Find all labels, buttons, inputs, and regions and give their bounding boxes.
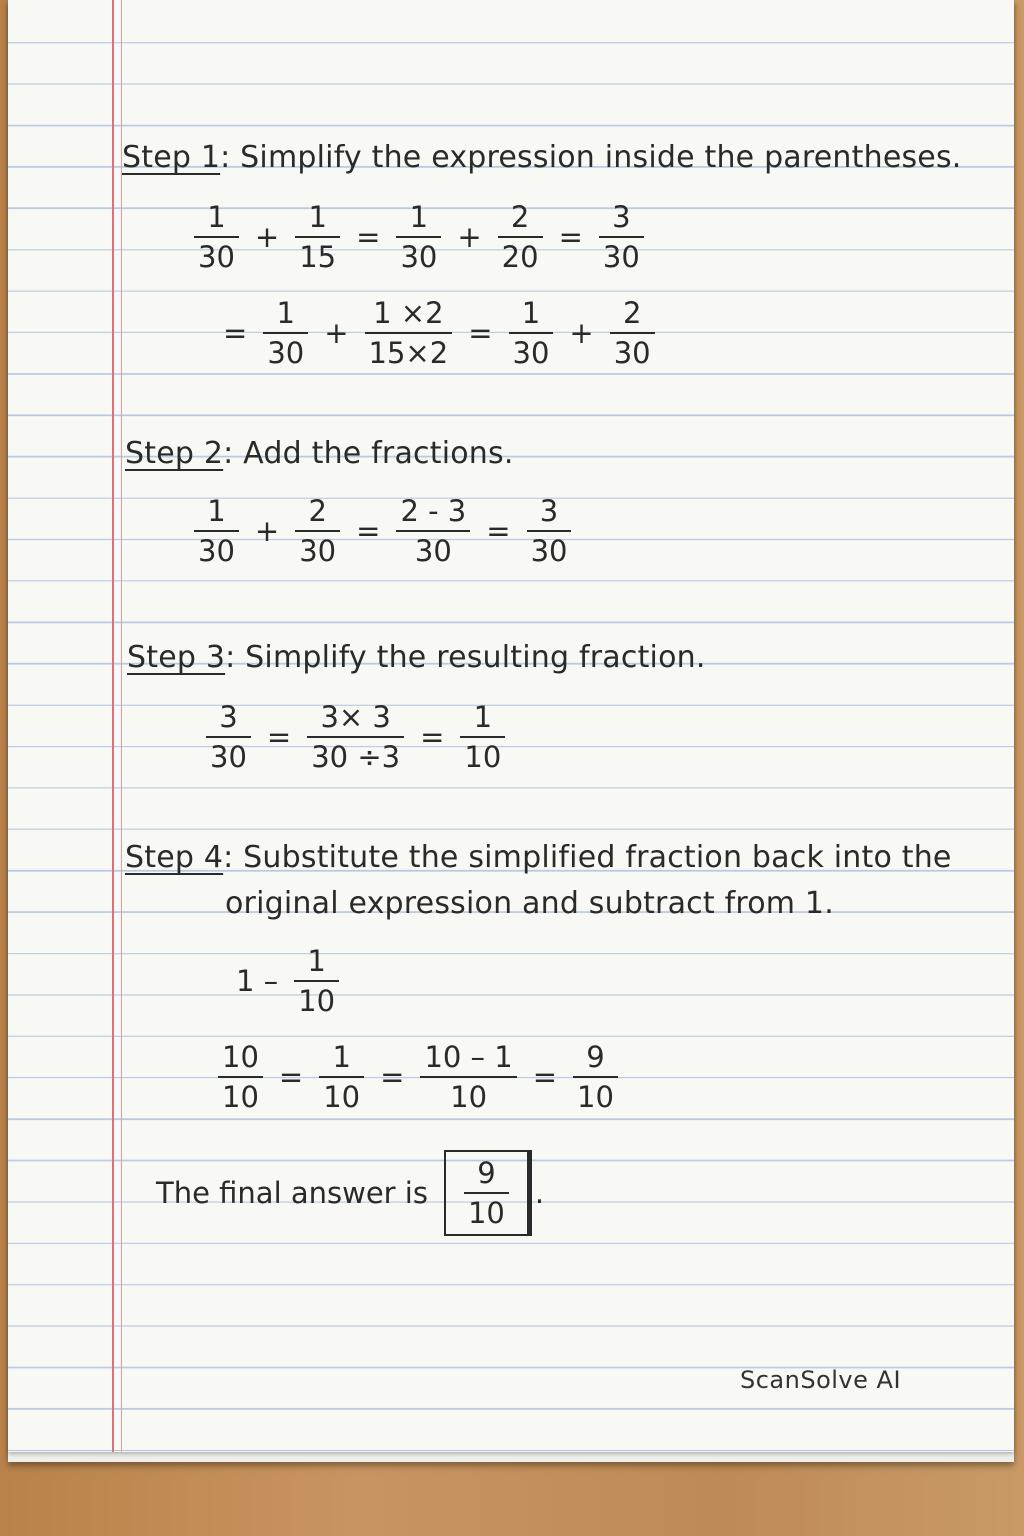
fraction-bar xyxy=(194,530,239,532)
step-1-equation-1 xyxy=(188,200,650,274)
fraction-numerator: 9 xyxy=(586,1040,605,1074)
final-answer-text: The final answer is xyxy=(156,1176,428,1210)
equation-operator: = xyxy=(486,514,511,548)
fraction-numerator: 2 xyxy=(622,296,642,330)
fraction-bar xyxy=(263,332,308,334)
fraction-bar xyxy=(319,1076,364,1078)
fraction-denominator: 30 xyxy=(400,240,438,274)
fraction-numerator: 10 – 1 xyxy=(424,1040,513,1074)
fraction-denominator: 30 xyxy=(198,240,235,274)
fraction xyxy=(319,1040,364,1114)
fraction-numerator: 1 xyxy=(276,296,295,330)
step-2-heading xyxy=(125,436,514,471)
fraction-bar xyxy=(218,1076,263,1078)
fraction-bar xyxy=(307,736,404,738)
equation-operator: = xyxy=(266,720,292,754)
equation-operator: = xyxy=(356,514,381,548)
equation-operator: = xyxy=(223,316,248,350)
step-3-equation-1 xyxy=(200,700,511,774)
equation-operator: = xyxy=(558,220,583,254)
equation-operator: + xyxy=(254,514,280,548)
fraction-numerator: 2 xyxy=(510,200,530,234)
step-3-text: : Simplify the resulting fraction. xyxy=(225,640,706,675)
fraction-bar xyxy=(206,736,251,738)
step-3-heading xyxy=(127,640,706,675)
fraction-numerator: 1 xyxy=(307,944,326,978)
fraction-bar xyxy=(194,236,239,238)
fraction-denominator: 30 xyxy=(210,740,247,774)
fraction-denominator: 20 xyxy=(501,240,539,274)
step-3-label: Step 3 xyxy=(127,640,226,675)
fraction-denominator: 30 ÷3 xyxy=(311,740,401,774)
fraction-bar xyxy=(599,236,644,238)
fraction-denominator: 30 xyxy=(414,534,452,568)
fraction-bar xyxy=(573,1076,618,1078)
notebook-page xyxy=(8,0,1014,1452)
fraction xyxy=(396,494,470,568)
step-2-text: : Add the fractions. xyxy=(223,436,514,471)
step-1-label: Step 1 xyxy=(122,140,221,175)
fraction xyxy=(599,200,644,274)
fraction xyxy=(218,1040,263,1114)
equation-operator: + xyxy=(569,316,594,350)
fraction xyxy=(498,200,543,274)
fraction-bar xyxy=(295,530,340,532)
equation-operator: = xyxy=(278,1060,304,1094)
fraction-numerator: 1 xyxy=(473,700,493,734)
fraction-numerator: 1 xyxy=(409,200,429,234)
final-answer-period: . xyxy=(534,1176,545,1210)
fraction xyxy=(420,1040,516,1114)
step-2-equation-1 xyxy=(188,494,577,568)
fraction-numerator: 3× 3 xyxy=(320,700,391,734)
fraction xyxy=(194,200,239,274)
fraction-bar xyxy=(294,980,339,982)
equation-operator: = xyxy=(420,720,445,754)
fraction-denominator: 10 xyxy=(222,1080,259,1114)
fraction-denominator: 30 xyxy=(299,534,337,568)
brand-footer: ScanSolve AI xyxy=(740,1366,902,1394)
equation-operator: + xyxy=(254,220,280,254)
fraction-bar xyxy=(464,1192,509,1194)
step-4-heading xyxy=(125,840,952,875)
equation-operator: + xyxy=(324,316,349,350)
fraction-denominator: 30 xyxy=(198,534,235,568)
fraction xyxy=(396,200,441,274)
fraction-denominator: 15×2 xyxy=(368,336,449,370)
fraction-denominator: 30 xyxy=(602,240,640,274)
step-1-heading xyxy=(122,140,962,175)
equation-operator: = xyxy=(356,220,381,254)
fraction xyxy=(295,200,340,274)
fraction xyxy=(294,944,339,1018)
fraction-denominator: 30 xyxy=(613,336,651,370)
fraction-numerator: 3 xyxy=(219,700,238,734)
fraction-numerator: 1 xyxy=(207,200,226,234)
final-answer-line xyxy=(156,1150,544,1236)
fraction-numerator: 1 xyxy=(207,494,226,528)
fraction-bar xyxy=(610,332,655,334)
fraction-numerator: 3 xyxy=(612,200,631,234)
fraction xyxy=(610,296,655,370)
step-4-label: Step 4 xyxy=(125,840,224,875)
fraction-denominator: 30 xyxy=(530,534,568,568)
fraction-denominator: 10 xyxy=(450,1080,488,1114)
step-4-equation-1 xyxy=(226,944,345,1018)
final-answer-fraction xyxy=(464,1156,509,1230)
equation-operator: + xyxy=(457,220,482,254)
fraction-numerator: 1 ×2 xyxy=(373,296,444,330)
fraction-bar xyxy=(420,1076,516,1078)
fraction-bar xyxy=(295,236,340,238)
fraction xyxy=(365,296,453,370)
fraction xyxy=(194,494,239,568)
step-4-equation-2 xyxy=(212,1040,624,1114)
fraction-numerator: 10 xyxy=(222,1040,259,1074)
fraction-numerator: 2 - 3 xyxy=(400,494,467,528)
fraction xyxy=(307,700,404,774)
fraction-bar xyxy=(498,236,543,238)
fraction-numerator: 2 xyxy=(308,494,327,528)
fraction-denominator: 10 xyxy=(464,740,502,774)
final-answer-denominator: 10 xyxy=(467,1196,505,1230)
fraction-bar xyxy=(396,530,470,532)
fraction xyxy=(509,296,554,370)
fraction-denominator: 10 xyxy=(298,984,336,1018)
fraction xyxy=(573,1040,618,1114)
fraction-bar xyxy=(396,236,441,238)
step-1-text: : Simplify the expression inside the parentheses. xyxy=(220,140,962,175)
fraction-denominator: 30 xyxy=(512,336,550,370)
step-4-text: : Substitute the simplified fraction back into the xyxy=(223,840,952,875)
fraction xyxy=(527,494,572,568)
equation-operator: = xyxy=(468,316,493,350)
fraction xyxy=(460,700,505,774)
fraction-denominator: 10 xyxy=(323,1080,361,1114)
fraction-bar xyxy=(365,332,453,334)
fraction xyxy=(206,700,251,774)
fraction xyxy=(295,494,340,568)
final-answer-box xyxy=(444,1150,529,1236)
fraction-denominator: 30 xyxy=(267,336,305,370)
fraction-numerator: 1 xyxy=(308,200,327,234)
fraction-denominator: 15 xyxy=(299,240,337,274)
final-answer-numerator: 9 xyxy=(477,1156,496,1190)
fraction-bar xyxy=(527,530,572,532)
fraction-numerator: 1 xyxy=(332,1040,351,1074)
fraction-bar xyxy=(509,332,554,334)
fraction-numerator: 3 xyxy=(539,494,559,528)
step-2-label: Step 2 xyxy=(125,436,224,471)
fraction-denominator: 10 xyxy=(577,1080,614,1114)
step-1-equation-2 xyxy=(213,296,661,370)
fraction-numerator: 1 xyxy=(521,296,541,330)
fraction xyxy=(263,296,308,370)
equation-operator: = xyxy=(380,1060,405,1094)
equation-operator: 1 – xyxy=(236,964,279,998)
fraction-bar xyxy=(460,736,505,738)
step-4-heading-continued: original expression and subtract from 1. xyxy=(225,886,834,921)
equation-operator: = xyxy=(532,1060,558,1094)
